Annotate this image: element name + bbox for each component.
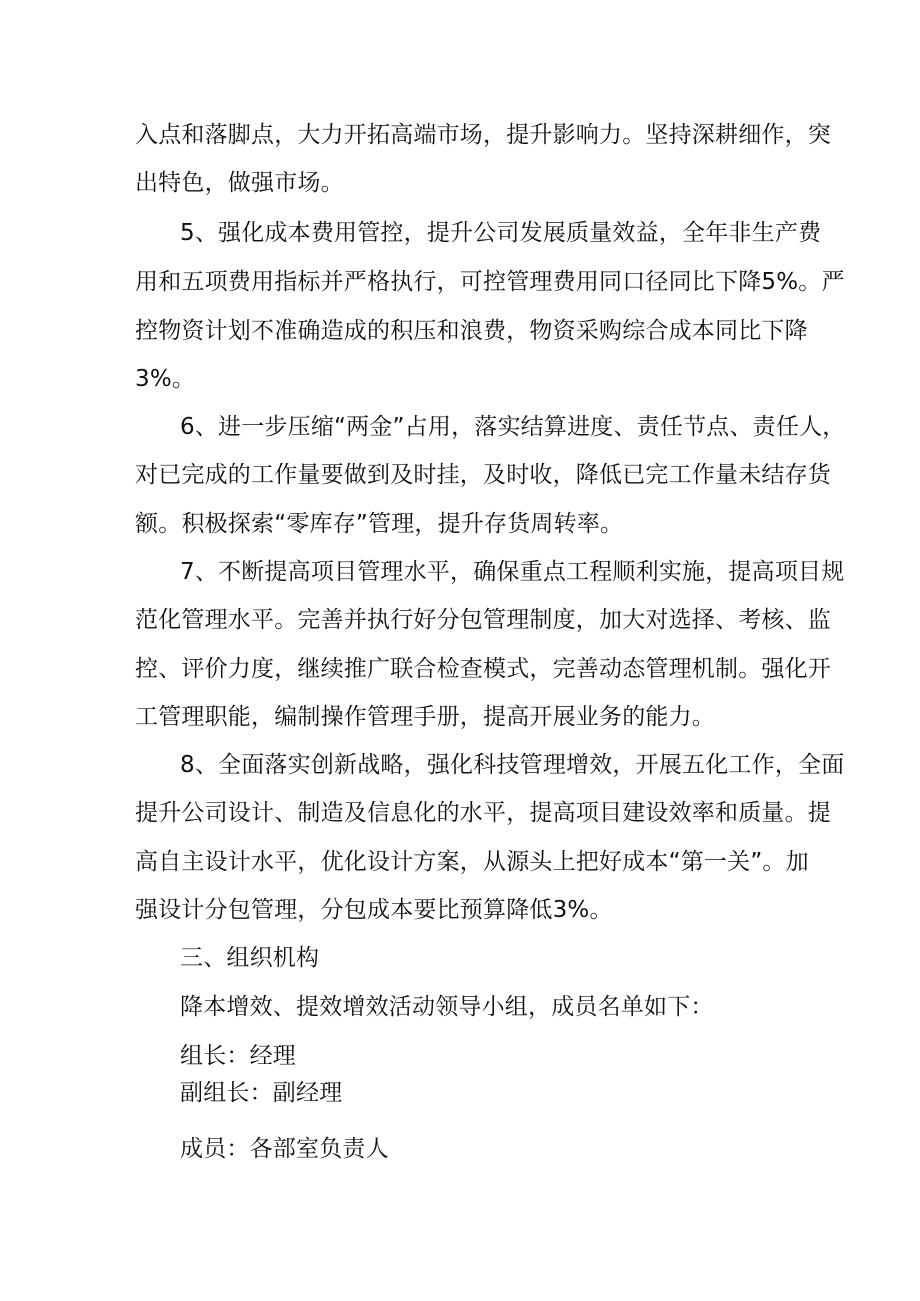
- group-leader: 组长：经理: [180, 1043, 296, 1069]
- item-5-line: 用和五项费用指标并严格执行，可控管理费用同口径同比下降5%。严: [135, 269, 845, 295]
- item-5-line: 5、强化成本费用管控，提升公司发展质量效益，全年非生产费: [180, 220, 822, 246]
- paragraph-line: 入点和落脚点，大力开拓高端市场，提升影响力。坚持深耕细作，突: [135, 122, 831, 148]
- item-6-line: 额。积极探索“零库存”管理，提升存货周转率。: [135, 511, 624, 537]
- item-7-line: 工管理职能，编制操作管理手册，提高开展业务的能力。: [135, 704, 715, 730]
- item-6-line: 6、进一步压缩“两金”占用，落实结算进度、责任节点、责任人，: [180, 414, 846, 440]
- item-7-line: 范化管理水平。完善并执行好分包管理制度，加大对选择、考核、监: [135, 607, 831, 633]
- section-heading: 三、组织机构: [180, 945, 320, 971]
- item-8-line: 强设计分包管理，分包成本要比预算降低3%。: [135, 897, 613, 923]
- item-8-line: 高自主设计水平，优化设计方案，从源头上把好成本“第一关”。加: [135, 849, 809, 875]
- item-7-line: 控、评价力度，继续推广联合检查模式，完善动态管理机制。强化开: [135, 656, 831, 682]
- paragraph-line: 出特色，做强市场。: [135, 170, 344, 196]
- group-members: 成员：各部室负责人: [180, 1136, 389, 1162]
- item-8-line: 8、全面落实创新战略，强化科技管理增效，开展五化工作，全面: [180, 752, 845, 778]
- group-intro: 降本增效、提效增效活动领导小组，成员名单如下：: [180, 994, 714, 1020]
- item-8-line: 提升公司设计、制造及信息化的水平，提高项目建设效率和质量。提: [135, 800, 831, 826]
- item-5-line: 3%。: [135, 366, 196, 392]
- item-7-line: 7、不断提高项目管理水平，确保重点工程顺利实施，提高项目规: [180, 559, 845, 585]
- deputy-leader: 副组长：副经理: [180, 1080, 343, 1106]
- item-5-line: 控物资计划不准确造成的积压和浪费，物资采购综合成本同比下降: [135, 318, 808, 344]
- item-6-line: 对已完成的工作量要做到及时挂，及时收，降低已完工作量未结存货: [135, 462, 831, 488]
